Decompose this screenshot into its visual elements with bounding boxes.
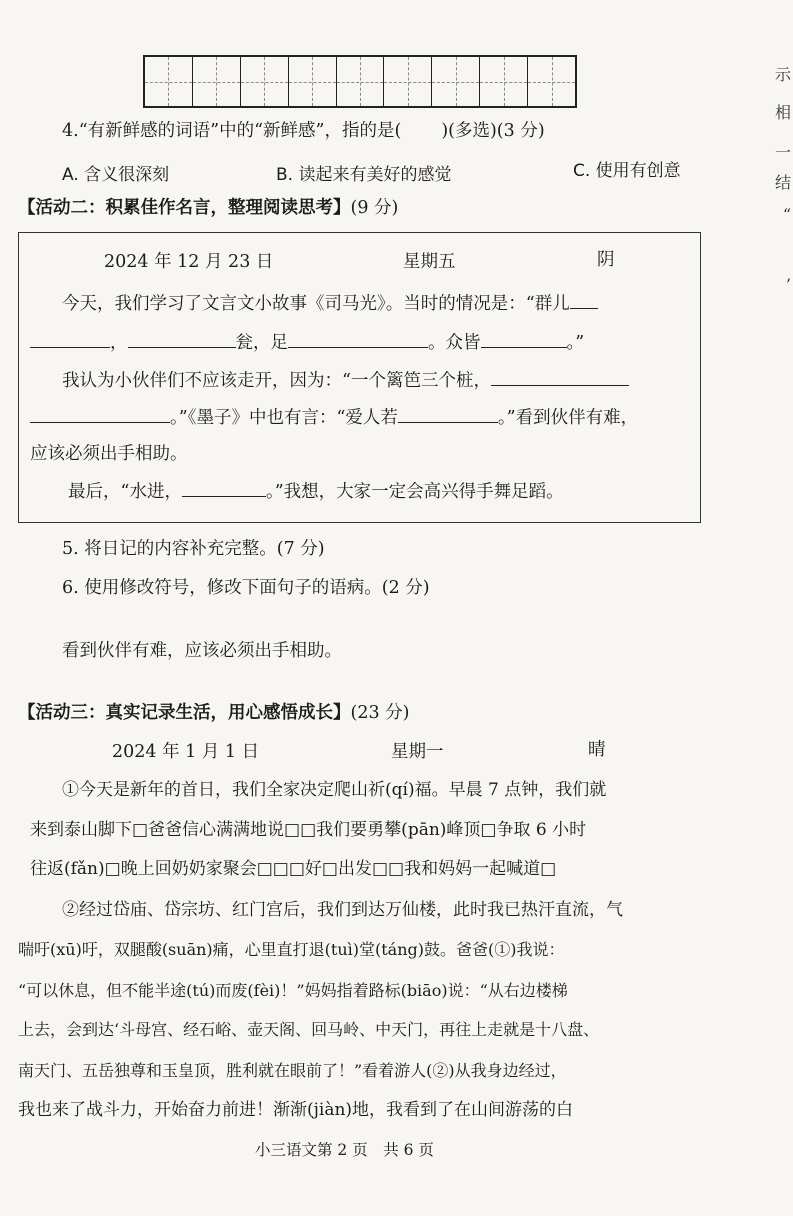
q4-stem-b: )(多选)(3 分) (441, 121, 545, 141)
blank-3[interactable] (128, 333, 236, 348)
edge-char: 示 (774, 65, 791, 84)
edge-char: 相 (774, 103, 791, 122)
p1-line: ①今天是新年的首日，我们全家决定爬山祈(qí)福。早晨 7 点钟，我们就 (62, 780, 607, 800)
blank-6[interactable] (491, 371, 629, 386)
diary-line-2 (30, 333, 584, 353)
grid-cell[interactable] (480, 57, 528, 106)
diary-text: ， (110, 333, 128, 353)
edge-char: 一 (774, 143, 791, 162)
diary-date: 2024 年 12 月 23 日 (104, 252, 274, 272)
grid-cell[interactable] (193, 57, 241, 106)
diary-weekday: 星期五 (403, 252, 456, 272)
blank-9[interactable] (182, 482, 266, 497)
edge-char: ’ (785, 275, 791, 294)
q5-text: 5. 将日记的内容补充完整。(7 分) (62, 539, 325, 559)
q4-stem (62, 123, 545, 141)
diary-text: 。”《墨子》中也有言：“爱人若 (170, 408, 398, 428)
q6-text: 6. 使用修改符号，修改下面句子的语病。(2 分) (62, 578, 430, 598)
q4-stem-a: 4.“有新鲜感的词语”中的“新鲜感”，指的是( (62, 121, 402, 141)
p2-line: 南天门、五岳独尊和玉皇顶，胜利就在眼前了！”看着游人(②)从我身边经过， (18, 1061, 567, 1080)
edge-char: 结 (774, 173, 791, 192)
p2-line: 喘吁(xū)吁，双腿酸(suān)痛，心里直打退(tuì)堂(táng)鼓。爸爸(①)我说： (18, 940, 565, 959)
diary-text: 。” (566, 333, 585, 353)
q6-sentence: 看到伙伴有难，应该必须出手相助。 (62, 641, 342, 661)
diary-weather: 阴 (597, 250, 615, 270)
blank-7[interactable] (30, 408, 170, 423)
grid-cell[interactable] (528, 57, 575, 106)
page-footer: 小三语文第 2 页 共 6 页 (255, 1141, 434, 1159)
grid-cell[interactable] (384, 57, 432, 106)
diary-text: 今天，我们学习了文言文小故事《司马光》。当时的情况是：“群儿 (62, 294, 570, 314)
p2-line: “可以休息，但不能半途(tú)而废(fèi)！”妈妈指着路标(biāo)说：“从右边楼梯 (18, 981, 568, 1000)
p2-line: ②经过岱庙、岱宗坊、红门宫后，我们到达万仙楼，此时我已热汗直流，气 (62, 900, 623, 920)
grid-cell[interactable] (337, 57, 385, 106)
diary-text: 瓮，足 (235, 333, 288, 353)
q4-option-b[interactable]: B. 读起来有美好的感觉 (276, 165, 452, 185)
blank-4[interactable] (288, 333, 428, 348)
p2-line: 上去，会到达‘斗母宫、经石峪、壶天阁、回马岭、中天门，再往上走就是十八盘、 (18, 1020, 600, 1039)
activity3-title: 【活动三：真实记录生活，用心感悟成长】 (18, 703, 351, 723)
activity2-heading (18, 200, 398, 218)
p1-line: 往返(fǎn)□晚上回奶奶家聚会□□□好□出发□□我和妈妈一起喊道□ (30, 859, 557, 879)
q4-option-c[interactable]: C. 使用有创意 (573, 161, 681, 181)
blank-1[interactable] (570, 294, 598, 309)
grid-cell[interactable] (289, 57, 337, 106)
a3-date: 2024 年 1 月 1 日 (112, 742, 260, 762)
activity3-heading (18, 705, 410, 723)
diary-text: 最后，“水进， (68, 482, 182, 502)
diary-line-6 (68, 482, 564, 502)
grid-cell[interactable] (432, 57, 480, 106)
grid-cell[interactable] (241, 57, 289, 106)
edge-char: “ (782, 205, 791, 224)
activity2-title: 【活动二：积累佳作名言，整理阅读思考】 (18, 198, 351, 218)
p1-line: 来到泰山脚下□爸爸信心满满地说□□我们要勇攀(pān)峰顶□争取 6 小时 (30, 820, 587, 840)
diary-line-4 (30, 408, 638, 428)
diary-line-1 (62, 294, 598, 314)
diary-text: 我认为小伙伴们不应该走开，因为：“一个篱笆三个桩， (62, 371, 491, 391)
diary-text: 。”我想，大家一定会高兴得手舞足蹈。 (265, 482, 564, 502)
diary-text: 。”看到伙伴有难， (497, 408, 639, 428)
diary-text: 。众皆 (428, 333, 481, 353)
a3-weather: 晴 (588, 740, 606, 760)
activity2-score: (9 分) (350, 198, 399, 218)
blank-8[interactable] (398, 408, 498, 423)
q4-option-a[interactable]: A. 含义很深刻 (62, 165, 170, 185)
grid-cell[interactable] (145, 57, 193, 106)
blank-5[interactable] (481, 333, 567, 348)
diary-line-3 (62, 371, 629, 391)
a3-weekday: 星期一 (391, 742, 444, 762)
diary-line-5: 应该必须出手相助。 (30, 444, 188, 464)
activity3-score: (23 分) (350, 703, 410, 723)
writing-grid[interactable] (143, 55, 577, 108)
p2-line: 我也来了战斗力，开始奋力前进！渐渐(jiàn)地，我看到了在山间游荡的白 (18, 1100, 574, 1120)
blank-2[interactable] (30, 333, 110, 348)
